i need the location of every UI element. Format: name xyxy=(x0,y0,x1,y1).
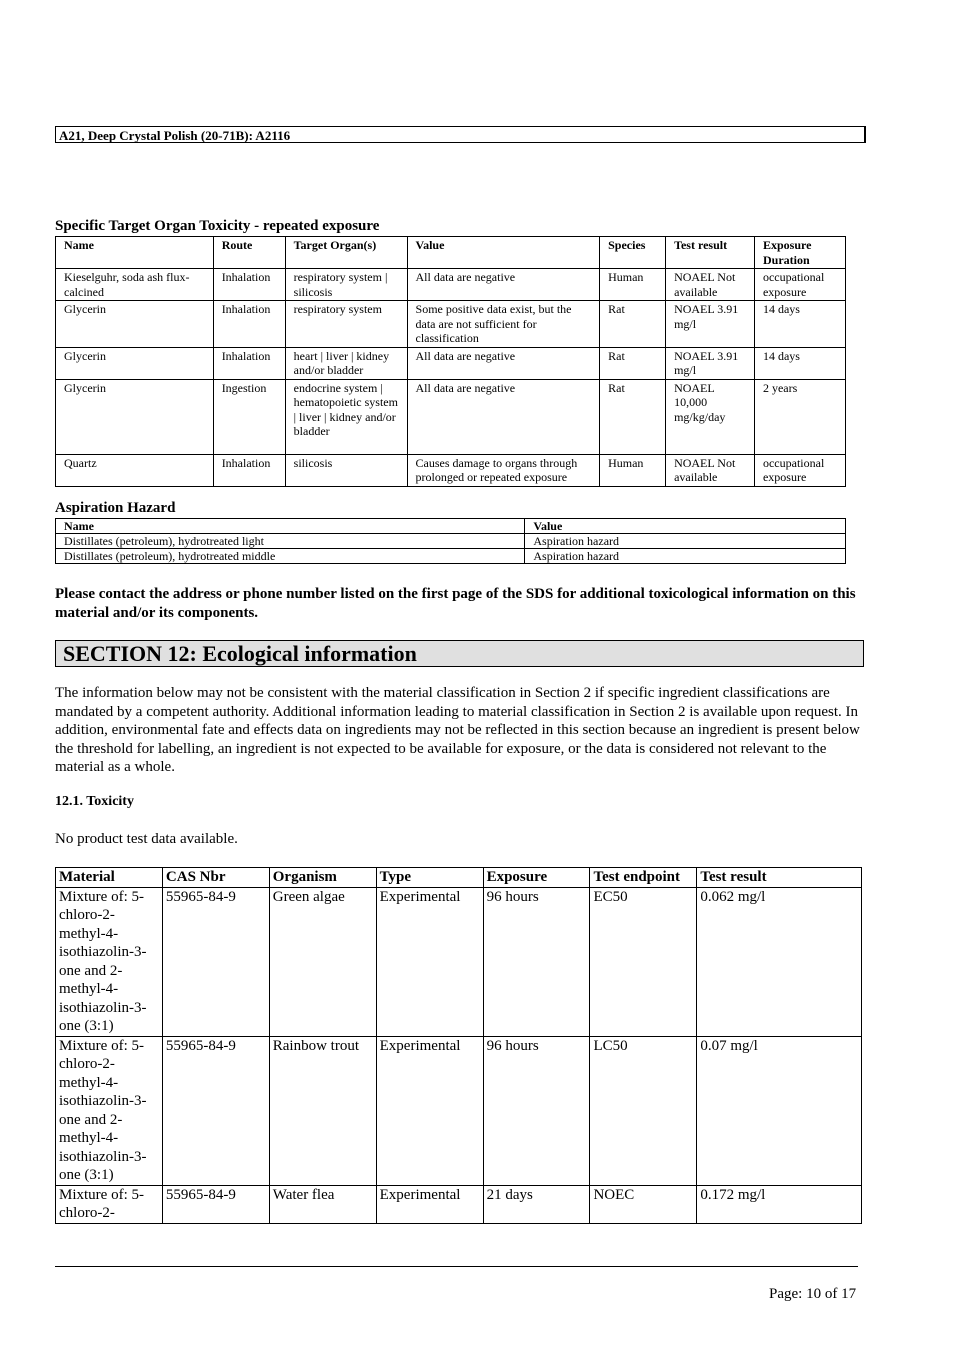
table-cell: Kieselguhr, soda ash flux-calcined xyxy=(56,269,214,301)
table-row xyxy=(56,379,846,454)
toxicity-col-exposure: Exposure xyxy=(483,868,590,888)
page-number: Page: 10 of 17 xyxy=(769,1286,857,1302)
table-cell: Experimental xyxy=(376,1036,483,1185)
table-cell: NOAEL 3.91 mg/l xyxy=(666,301,755,348)
table-cell: respiratory system | silicosis xyxy=(285,269,407,301)
table-cell: Human xyxy=(600,454,666,486)
table-cell: NOAEL 3.91 mg/l xyxy=(666,347,755,379)
table-cell: Green algae xyxy=(269,887,376,1036)
stot-col-duration: Exposure Duration xyxy=(754,237,845,269)
toxicity-table xyxy=(55,867,862,1224)
stot-table xyxy=(55,236,846,487)
table-cell: occupational exposure xyxy=(754,269,845,301)
table-cell: All data are negative xyxy=(407,379,600,454)
table-cell: Water flea xyxy=(269,1185,376,1223)
product-header: A21, Deep Crystal Polish (20-71B): A2116 xyxy=(55,126,866,143)
aspiration-col-value: Value xyxy=(525,519,846,534)
table-cell: Rainbow trout xyxy=(269,1036,376,1185)
aspiration-table xyxy=(55,518,846,564)
table-cell: 14 days xyxy=(754,347,845,379)
table-cell: All data are negative xyxy=(407,347,600,379)
table-cell: Experimental xyxy=(376,887,483,1036)
table-row xyxy=(56,534,846,549)
table-cell: 2 years xyxy=(754,379,845,454)
stot-col-target: Target Organ(s) xyxy=(285,237,407,269)
table-cell: Inhalation xyxy=(213,269,285,301)
aspiration-header-row xyxy=(56,519,846,534)
table-cell: LC50 xyxy=(590,1036,697,1185)
footer-rule xyxy=(55,1266,858,1267)
table-cell: Mixture of: 5-chloro-2-methyl-4-isothiazolin-3-one and 2-methyl-4-isothiazolin-3-one (3:1) xyxy=(56,887,163,1036)
table-cell: Ingestion xyxy=(213,379,285,454)
stot-title: Specific Target Organ Toxicity - repeated exposure xyxy=(55,218,380,234)
table-cell: Glycerin xyxy=(56,301,214,348)
table-cell: NOAEL Not available xyxy=(666,269,755,301)
table-cell: Glycerin xyxy=(56,379,214,454)
table-cell: silicosis xyxy=(285,454,407,486)
section-12-title: SECTION 12: Ecological information xyxy=(55,640,864,667)
table-cell: Some positive data exist, but the data are not sufficient for classification xyxy=(407,301,600,348)
table-cell: EC50 xyxy=(590,887,697,1036)
table-cell: endocrine system | hematopoietic system | liver | kidney and/or bladder xyxy=(285,379,407,454)
stot-col-result: Test result xyxy=(666,237,755,269)
table-cell: Glycerin xyxy=(56,347,214,379)
stot-col-route: Route xyxy=(213,237,285,269)
no-data-text: No product test data available. xyxy=(55,831,238,847)
table-row xyxy=(56,1036,862,1185)
table-cell: Human xyxy=(600,269,666,301)
table-cell: 21 days xyxy=(483,1185,590,1223)
subsection-toxicity: 12.1. Toxicity xyxy=(55,794,134,809)
table-cell: 0.07 mg/l xyxy=(697,1036,862,1185)
table-cell: Distillates (petroleum), hydrotreated light xyxy=(56,534,525,549)
table-row xyxy=(56,269,846,301)
section-12-intro: The information below may not be consistent with the material classification in Section 2 if specific ingredient classifications are mandated by a competent authority. Additional information leading to material classification in Section 2 is available upon request. In addition, environmental fate and effects data on ingredients may not be reflected in this section because an ingredient is present below the threshold for labelling, an ingredient is not expected to be available for exposure, or the data is considered not relevant to the material as a whole. xyxy=(55,685,860,776)
table-row xyxy=(56,887,862,1036)
table-cell: NOAEL 10,000 mg/kg/day xyxy=(666,379,755,454)
aspiration-title: Aspiration Hazard xyxy=(55,500,176,516)
table-cell: NOEC xyxy=(590,1185,697,1223)
table-cell: respiratory system xyxy=(285,301,407,348)
table-row xyxy=(56,454,846,486)
toxicity-header-row xyxy=(56,868,862,888)
table-cell: Inhalation xyxy=(213,454,285,486)
table-cell: Rat xyxy=(600,379,666,454)
stot-col-species: Species xyxy=(600,237,666,269)
table-cell: 55965-84-9 xyxy=(162,1036,269,1185)
contact-notice: Please contact the address or phone number listed on the first page of the SDS for additional toxicological information on this material and/or its components. xyxy=(55,586,856,621)
table-cell: 96 hours xyxy=(483,887,590,1036)
stot-header-row xyxy=(56,237,846,269)
table-cell: Inhalation xyxy=(213,301,285,348)
table-cell: Causes damage to organs through prolonged or repeated exposure xyxy=(407,454,600,486)
table-cell: Rat xyxy=(600,301,666,348)
toxicity-col-material: Material xyxy=(56,868,163,888)
table-cell: Inhalation xyxy=(213,347,285,379)
table-cell: occupational exposure xyxy=(754,454,845,486)
table-row xyxy=(56,549,846,564)
table-cell: heart | liver | kidney and/or bladder xyxy=(285,347,407,379)
table-row xyxy=(56,1185,862,1223)
toxicity-col-type: Type xyxy=(376,868,483,888)
table-row xyxy=(56,301,846,348)
table-cell: All data are negative xyxy=(407,269,600,301)
table-cell: 0.172 mg/l xyxy=(697,1185,862,1223)
stot-col-value: Value xyxy=(407,237,600,269)
table-cell: Aspiration hazard xyxy=(525,549,846,564)
stot-col-name: Name xyxy=(56,237,214,269)
table-cell: NOAEL Not available xyxy=(666,454,755,486)
table-cell: Mixture of: 5-chloro-2- xyxy=(56,1185,163,1223)
table-cell: 55965-84-9 xyxy=(162,887,269,1036)
table-cell: Aspiration hazard xyxy=(525,534,846,549)
table-cell: Distillates (petroleum), hydrotreated middle xyxy=(56,549,525,564)
table-cell: 14 days xyxy=(754,301,845,348)
aspiration-col-name: Name xyxy=(56,519,525,534)
table-cell: 55965-84-9 xyxy=(162,1185,269,1223)
table-row xyxy=(56,347,846,379)
toxicity-col-organism: Organism xyxy=(269,868,376,888)
table-cell: 0.062 mg/l xyxy=(697,887,862,1036)
toxicity-col-cas: CAS Nbr xyxy=(162,868,269,888)
table-cell: Experimental xyxy=(376,1185,483,1223)
table-cell: Mixture of: 5-chloro-2-methyl-4-isothiazolin-3-one and 2-methyl-4-isothiazolin-3-one (3:1) xyxy=(56,1036,163,1185)
table-cell: 96 hours xyxy=(483,1036,590,1185)
toxicity-col-endpoint: Test endpoint xyxy=(590,868,697,888)
table-cell: Rat xyxy=(600,347,666,379)
table-cell: Quartz xyxy=(56,454,214,486)
toxicity-col-result: Test result xyxy=(697,868,862,888)
